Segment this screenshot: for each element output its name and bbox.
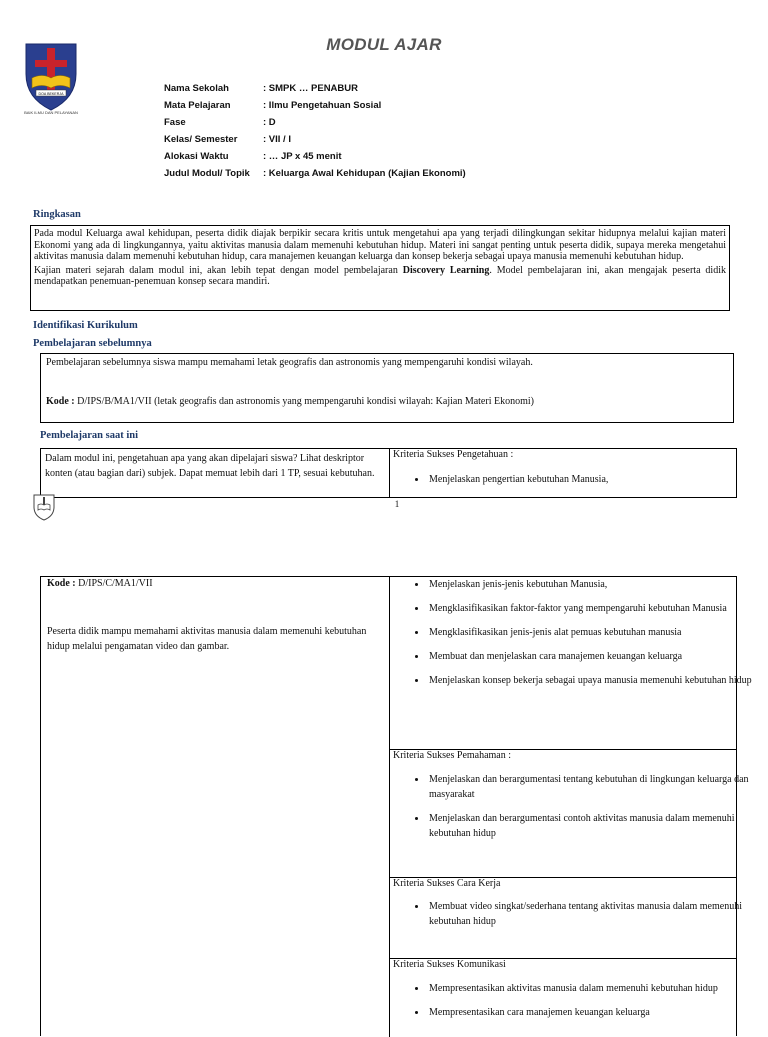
info-row xyxy=(164,117,466,134)
kriteria-pemahaman-heading: Kriteria Sukses Pemahaman : xyxy=(393,750,512,761)
sebelumnya-text: Pembelajaran sebelumnya siswa mampu memahami letak geografis dan astronomis yang mempengaruhi kondisi wilayah. xyxy=(46,357,533,368)
info-value: : Keluarga Awal Kehidupan (Kajian Ekonomi) xyxy=(263,168,466,179)
page2-left-text: Peserta didik mampu memahami aktivitas manusia dalam memenuhi kebutuhan hidup melalui pengamatan video dan gambar. xyxy=(47,626,367,652)
page-title: MODUL AJAR xyxy=(326,35,442,54)
ringkasan-paragraph-1: Pada modul Keluarga awal kehidupan, peserta didik diajak berpikir secara kritis untuk mengetahui apa yang terjadi dilingkungan sekitar hidupnya melalui kajian materi Ekonomi yang ada di lingkungannya, yaitu aktivitas manusia dalam memenuhi kebutuhan hidup. Materi ini sangat penting untuk peserta didik, supaya mereka mengetahui aktivitas manusia dalam memenuhi kebutuhan hidup, cara manajemen keuangan keluarga dan konsep bekerja sebagai upaya manusia memenuhi kebutuhan hidup. xyxy=(34,228,726,262)
kode-text: D/IPS/B/MA1/VII (letak geografis dan astronomis yang mempengaruhi kondisi wilayah: Kajian Materi Ekonomi) xyxy=(74,396,534,407)
info-row xyxy=(164,134,466,151)
saat-ini-table xyxy=(40,448,737,498)
list-item: • Membuat video singkat/sederhana tentang aktivitas manusia dalam memenuhi kebutuhan hidup xyxy=(427,899,767,929)
info-value: : D xyxy=(263,117,276,128)
ringkasan-p2-bold: Discovery Learning xyxy=(402,264,490,276)
info-value: : VII / I xyxy=(263,134,291,145)
sebelumnya-box xyxy=(40,353,734,423)
list-item: • Mempresentasikan aktivitas manusia dalam memenuhi kebutuhan hidup xyxy=(427,981,767,996)
info-label: Kelas/ Semester xyxy=(164,134,238,145)
cara-kerja-list xyxy=(391,899,767,938)
kode-text: D/IPS/C/MA1/VII xyxy=(75,578,153,589)
school-info xyxy=(164,83,466,185)
pembelajaran-saat-ini-heading: Pembelajaran saat ini xyxy=(40,430,138,441)
pembelajaran-sebelumnya-heading: Pembelajaran sebelumnya xyxy=(33,338,152,349)
kode-label: Kode : xyxy=(46,396,75,407)
list-item: • Menjelaskan dan berargumentasi contoh aktivitas manusia dalam memenuhi kebutuhan hidup xyxy=(427,811,767,841)
ringkasan-p2-pre: Kajian materi sejarah dalam modul ini, akan lebih tepat dengan model pembelajaran xyxy=(34,264,403,276)
ringkasan-paragraph-2 xyxy=(34,265,726,288)
info-label: Alokasi Waktu xyxy=(164,151,229,162)
saat-ini-table-continued xyxy=(40,576,752,1036)
info-label: Mata Pelajaran xyxy=(164,100,231,111)
info-row xyxy=(164,151,466,168)
info-value: : … JP x 45 menit xyxy=(263,151,342,162)
ringkasan-heading: Ringkasan xyxy=(33,209,81,220)
kriteria-pengetahuan-list xyxy=(391,472,767,496)
sebelumnya-kode xyxy=(46,396,728,408)
pengetahuan-list xyxy=(391,577,767,697)
kriteria-komunikasi-heading: Kriteria Sukses Komunikasi xyxy=(393,959,506,970)
logo-banner: DOA BEKERJA xyxy=(38,92,64,96)
info-row xyxy=(164,168,466,185)
page-number: 1 xyxy=(394,499,400,509)
list-item: • Mengklasifikasikan faktor-faktor yang mempengaruhi kebutuhan Manusia xyxy=(427,601,767,616)
identifikasi-heading: Identifikasi Kurikulum xyxy=(33,320,138,331)
list-item: • Mengklasifikasikan jenis-jenis alat pemuas kebutuhan manusia xyxy=(427,625,767,640)
kriteria-pengetahuan-heading: Kriteria Sukses Pengetahuan : xyxy=(393,449,514,460)
pemahaman-list xyxy=(391,772,767,850)
logo-motto: BAIK ILMU DAN PELAYANAN xyxy=(24,110,78,115)
ringkasan-box xyxy=(30,225,730,311)
list-item: • Mempresentasikan cara manajemen keuangan keluarga xyxy=(427,1005,767,1020)
ringkasan-p2-post: . Model pembelajaran ini, akan mengajak peserta didik mendapatkan penemuan-penemuan konsep secara mandiri. xyxy=(34,264,726,287)
info-label: Fase xyxy=(164,117,186,128)
list-item: • Menjelaskan jenis-jenis kebutuhan Manusia, xyxy=(427,577,767,592)
list-item: • Membuat dan menjelaskan cara manajemen keuangan keluarga xyxy=(427,649,767,664)
list-item: • Menjelaskan dan berargumentasi tentang kebutuhan di lingkungan keluarga dan masyarakat xyxy=(427,772,767,802)
info-row xyxy=(164,100,466,117)
info-label: Judul Modul/ Topik xyxy=(164,168,250,179)
info-label: Nama Sekolah xyxy=(164,83,229,94)
footer-logo-icon xyxy=(32,493,56,526)
list-item: • Menjelaskan pengertian kebutuhan Manusia, xyxy=(427,472,767,487)
saat-ini-left-text: Dalam modul ini, pengetahuan apa yang akan dipelajari siswa? Lihat deskriptor konten (atau bagian dari) subjek. Dapat memuat lebih dari 1 TP, sesuai kebutuhan. xyxy=(45,453,375,479)
page2-kode xyxy=(47,578,153,589)
info-row xyxy=(164,83,466,100)
komunikasi-list xyxy=(391,981,767,1029)
list-item: • Menjelaskan konsep bekerja sebagai upaya manusia memenuhi kebutuhan hidup xyxy=(427,673,767,688)
info-value: : SMPK … PENABUR xyxy=(263,83,359,94)
info-value: : Ilmu Pengetahuan Sosial xyxy=(263,100,382,111)
kode-label: Kode : xyxy=(47,578,76,589)
kriteria-cara-kerja-heading: Kriteria Sukses Cara Kerja xyxy=(393,878,501,889)
